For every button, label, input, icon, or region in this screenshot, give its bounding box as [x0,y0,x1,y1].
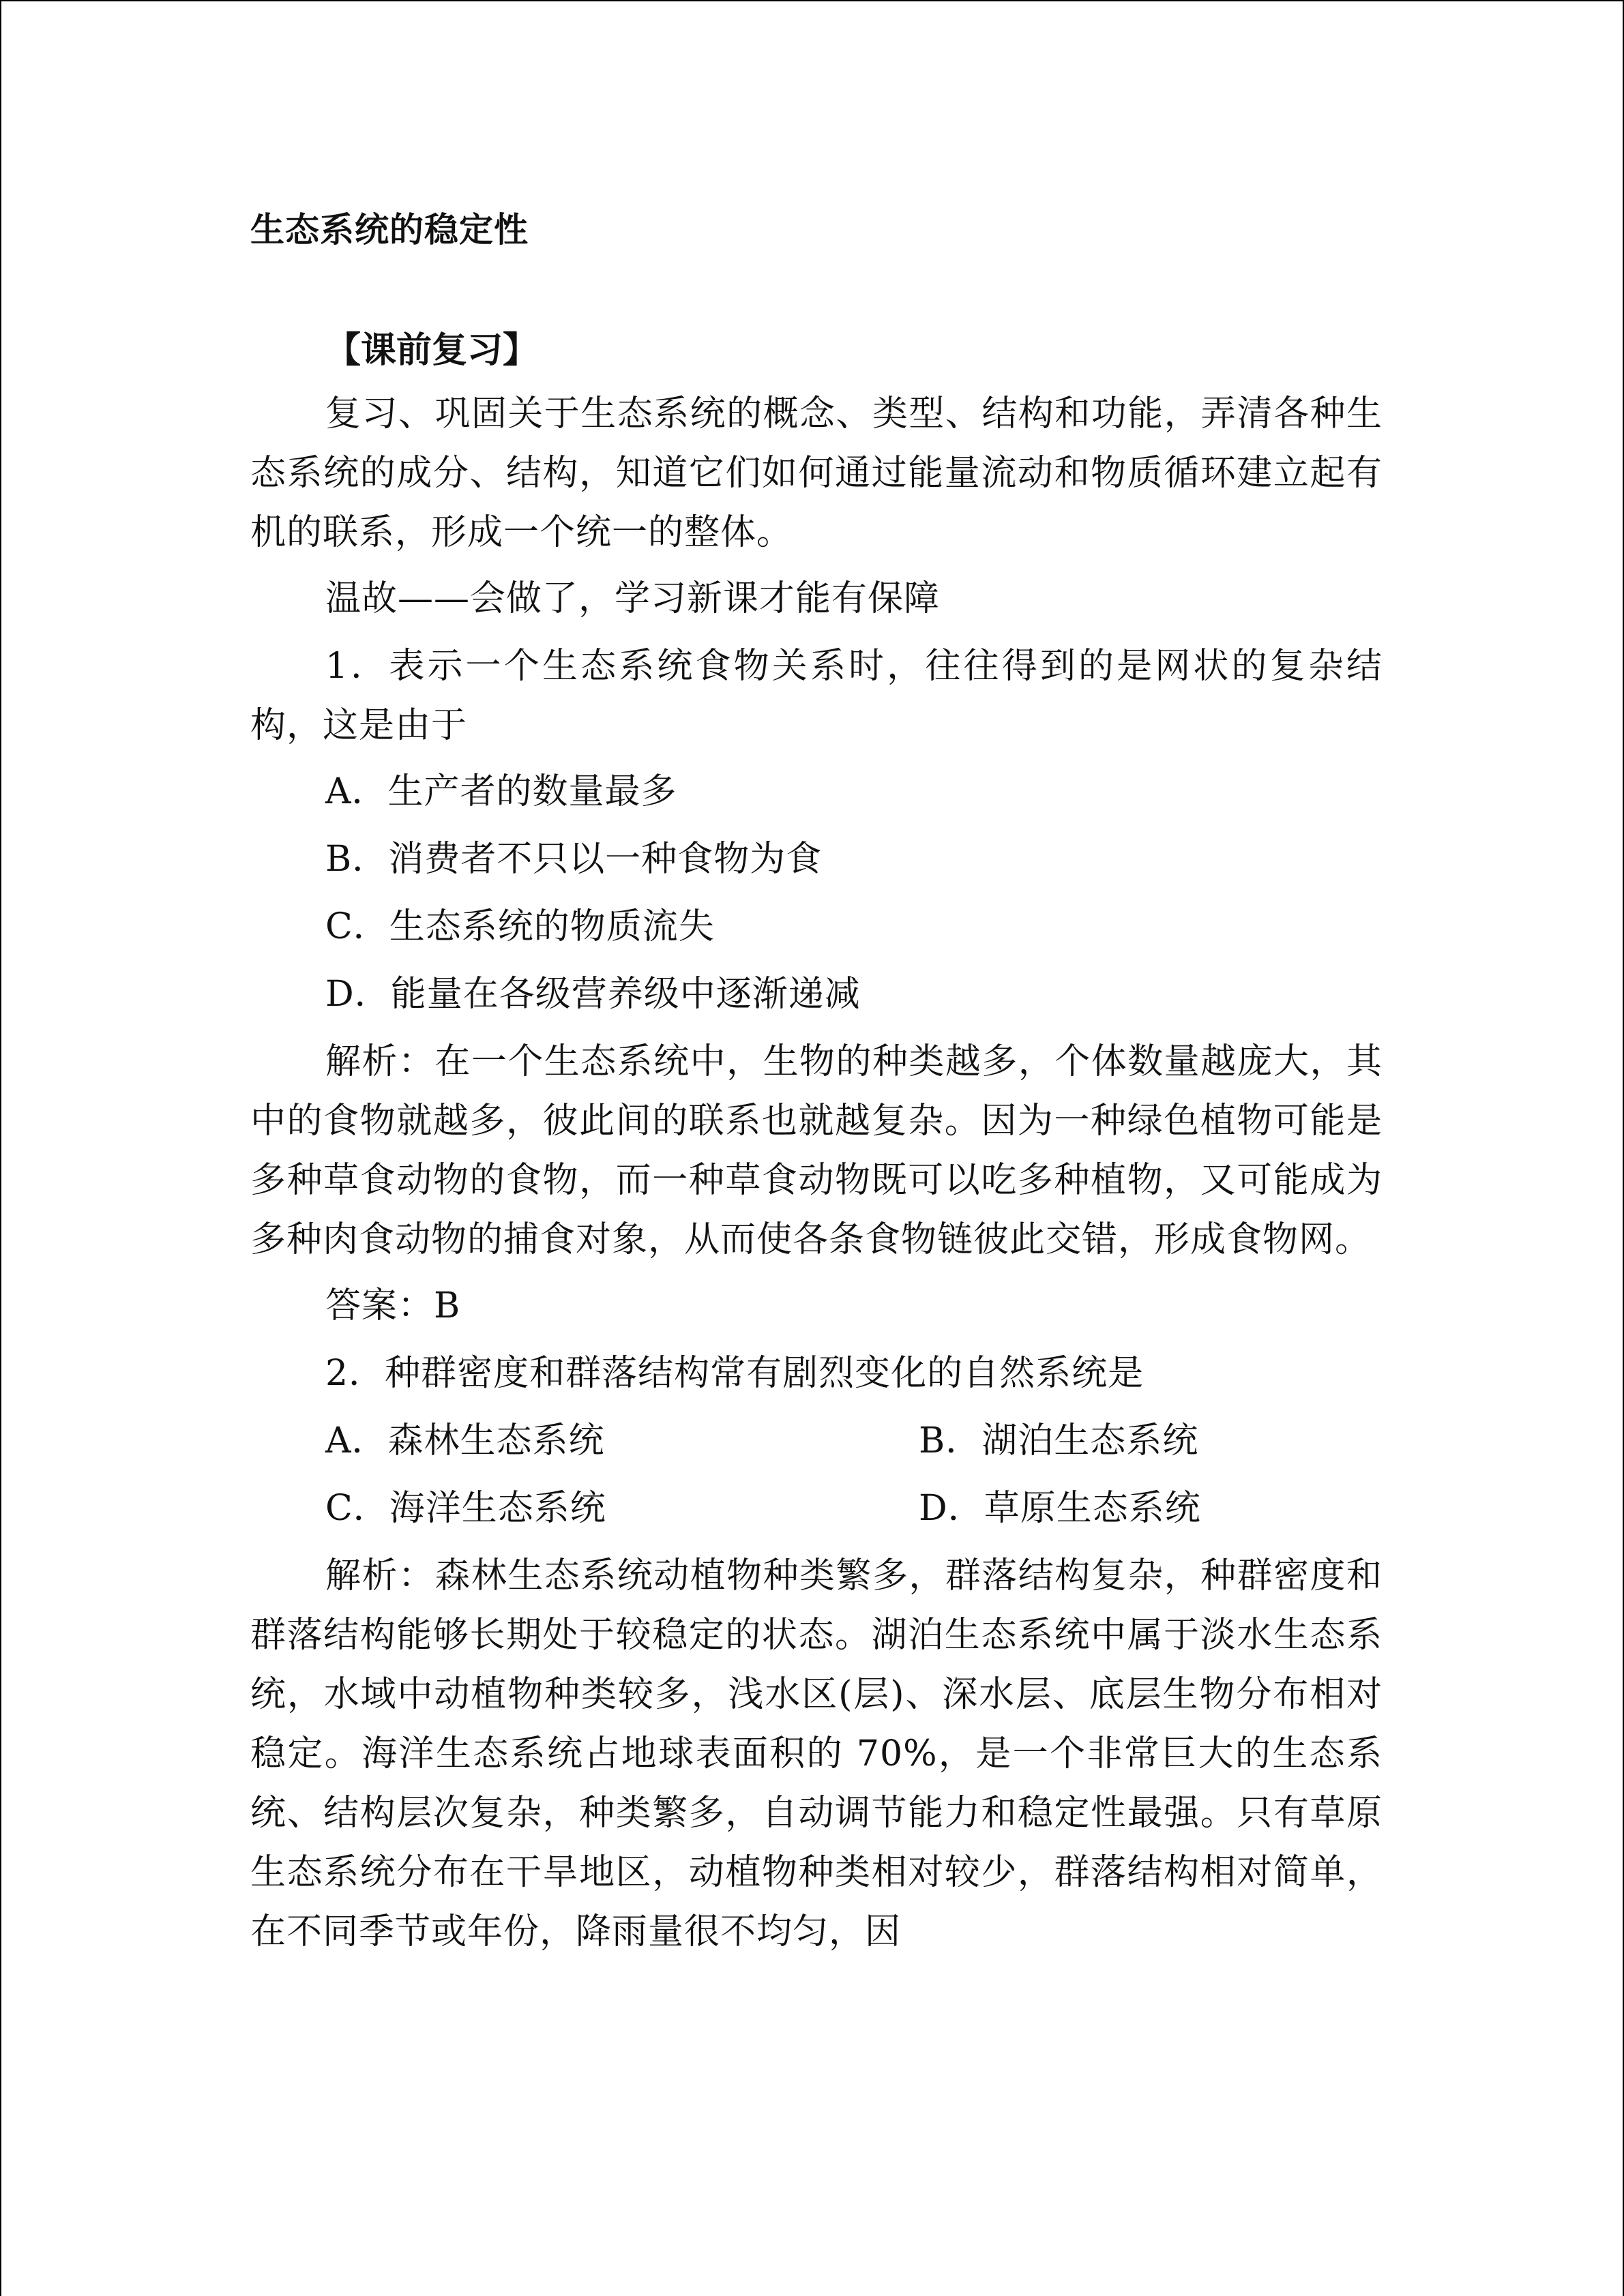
question-2-option-b: B．湖泊生态系统 [919,1420,1199,1461]
question-2-option-d: D．草原生态系统 [919,1488,1201,1529]
document-body [250,206,1383,1969]
intro-paragraph: 复习、巩固关于生态系统的概念、类型、结构和功能，弄清各种生态系统的成分、结构，知道它们如何通过能量流动和物质循环建立起有机的联系，形成一个统一的整体。 [250,393,1383,553]
question-1-option-c: C．生态系统的物质流失 [325,906,715,947]
question-2-option-a: A．森林生态系统 [325,1420,605,1461]
question-1-analysis: 解析：在一个生态系统中，生物的种类越多，个体数量越庞大，其中的食物就越多，彼此间的联系也就越复杂。因为一种绿色植物可能是多种草食动物的食物，而一种草食动物既可以吃多种植物，又可能成为多种肉食动物的捕食对象，从而使各条食物链彼此交错，形成食物网。 [250,1041,1383,1260]
question-2-stem: 2．种群密度和群落结构常有剧烈变化的自然系统是 [325,1353,1145,1394]
section-heading: 【课前复习】 [325,329,539,371]
question-2-options-row-2 [250,1479,1383,1538]
question-1-option-a: A．生产者的数量最多 [325,771,677,812]
question-1-option-b: B．消费者不只以一种食物为食 [325,839,823,880]
question-1-stem: 1．表示一个生态系统食物关系时，往往得到的是网状的复杂结构，这是由于 [250,646,1383,746]
question-1-answer: 答案：B [325,1285,461,1326]
question-1-option-d: D．能量在各级营养级中逐渐递减 [325,974,861,1015]
question-2-options-row-1 [250,1412,1383,1471]
question-2-analysis: 解析：森林生态系统动植物种类繁多，群落结构复杂，种群密度和群落结构能够长期处于较稳定的状态。湖泊生态系统中属于淡水生态系统，水域中动植物种类较多，浅水区(层)、深水层、底层生物分布相对稳定。海洋生态系统占地球表面积的 70%，是一个非常巨大的生态系统、结构层次复杂，种类繁多，自动调节能力和稳定性最强。只有草原生态系统分布在干旱地区，动植物种类相对较少，群落结构相对简单，在不同季节或年份，降雨量很不均匀，因 [250,1555,1383,1952]
question-2-option-c: C．海洋生态系统 [325,1488,606,1529]
document-title: 生态系统的稳定性 [250,209,529,250]
review-prompt: 温故——会做了，学习新课才能有保障 [325,578,941,619]
